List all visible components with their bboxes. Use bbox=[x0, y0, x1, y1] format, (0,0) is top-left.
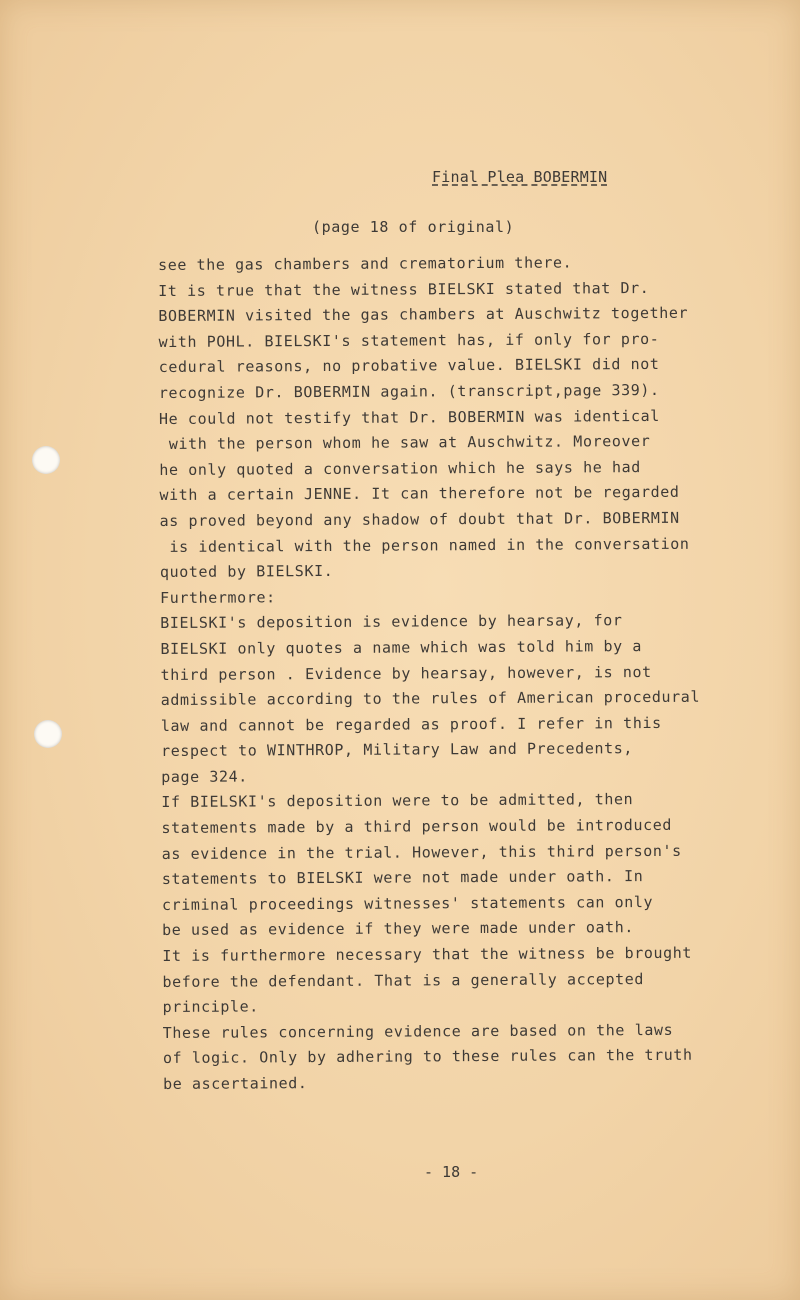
text-line: These rules concerning evidence are based on the laws bbox=[162, 1020, 674, 1042]
text-line: respect to WINTHROP, Military Law and Precedents, bbox=[160, 739, 634, 761]
text-line: law and cannot be regarded as proof. I refer in this bbox=[160, 713, 662, 735]
text-line: admissible according to the rules of American procedural bbox=[160, 687, 701, 710]
text-line: be used as evidence if they were made under oath. bbox=[162, 918, 635, 940]
punch-hole-top bbox=[32, 446, 60, 474]
text-line: with POHL. BIELSKI's statement has, if only for pro- bbox=[158, 329, 660, 351]
text-line: criminal proceedings witnesses' statements can only bbox=[161, 892, 654, 914]
text-line: page 324. bbox=[161, 767, 248, 786]
text-line: is identical with the person named in the conversation bbox=[159, 534, 690, 556]
text-line: with a certain JENNE. It can therefore not be regarded bbox=[159, 483, 680, 505]
text-line: of logic. Only by adhering to these rules can the truth bbox=[162, 1046, 693, 1068]
text-line: Furthermore: bbox=[160, 588, 276, 607]
document-title: Final Plea BOBERMIN bbox=[432, 168, 608, 186]
document-body bbox=[158, 249, 773, 1097]
text-line: with the person whom he saw at Auschwitz. Moreover bbox=[159, 432, 651, 454]
text-line: be ascertained. bbox=[163, 1074, 308, 1093]
text-line: before the defendant. That is a generally accepted bbox=[162, 969, 645, 991]
text-line: cedural reasons, no probative value. BIELSKI did not bbox=[158, 355, 660, 377]
text-line: recognize Dr. BOBERMIN again. (transcript,page 339). bbox=[158, 380, 660, 402]
text-line: as evidence in the trial. However, this third person's bbox=[161, 841, 682, 863]
text-line: statements to BIELSKI were not made under oath. In bbox=[161, 867, 644, 889]
text-line: as proved beyond any shadow of doubt that Dr. BOBERMIN bbox=[159, 508, 680, 530]
text-line: see the gas chambers and crematorium there. bbox=[158, 253, 573, 274]
text-line: BOBERMIN visited the gas chambers at Auschwitz together bbox=[158, 303, 689, 326]
text-line: he only quoted a conversation which he says he had bbox=[159, 457, 641, 479]
page-number: - 18 - bbox=[424, 1163, 479, 1181]
text-line: BIELSKI only quotes a name which was told him by a bbox=[160, 636, 643, 658]
text-line: It is furthermore necessary that the witness be brought bbox=[162, 943, 693, 966]
text-line: statements made by a third person would be introduced bbox=[161, 815, 672, 838]
text-line: quoted by BIELSKI. bbox=[159, 562, 334, 582]
text-line: third person . Evidence by hearsay, however, is not bbox=[160, 662, 652, 684]
text-line: He could not testify that Dr. BOBERMIN was identical bbox=[158, 406, 660, 428]
document-subtitle: (page 18 of original) bbox=[312, 218, 515, 236]
text-line: If BIELSKI's deposition were to be admitted, then bbox=[161, 790, 634, 812]
text-line: It is true that the witness BIELSKI stated that Dr. bbox=[158, 278, 650, 300]
text-line: BIELSKI's deposition is evidence by hearsay, for bbox=[160, 611, 623, 633]
punch-hole-bottom bbox=[34, 720, 62, 748]
text-line: principle. bbox=[162, 997, 259, 1017]
